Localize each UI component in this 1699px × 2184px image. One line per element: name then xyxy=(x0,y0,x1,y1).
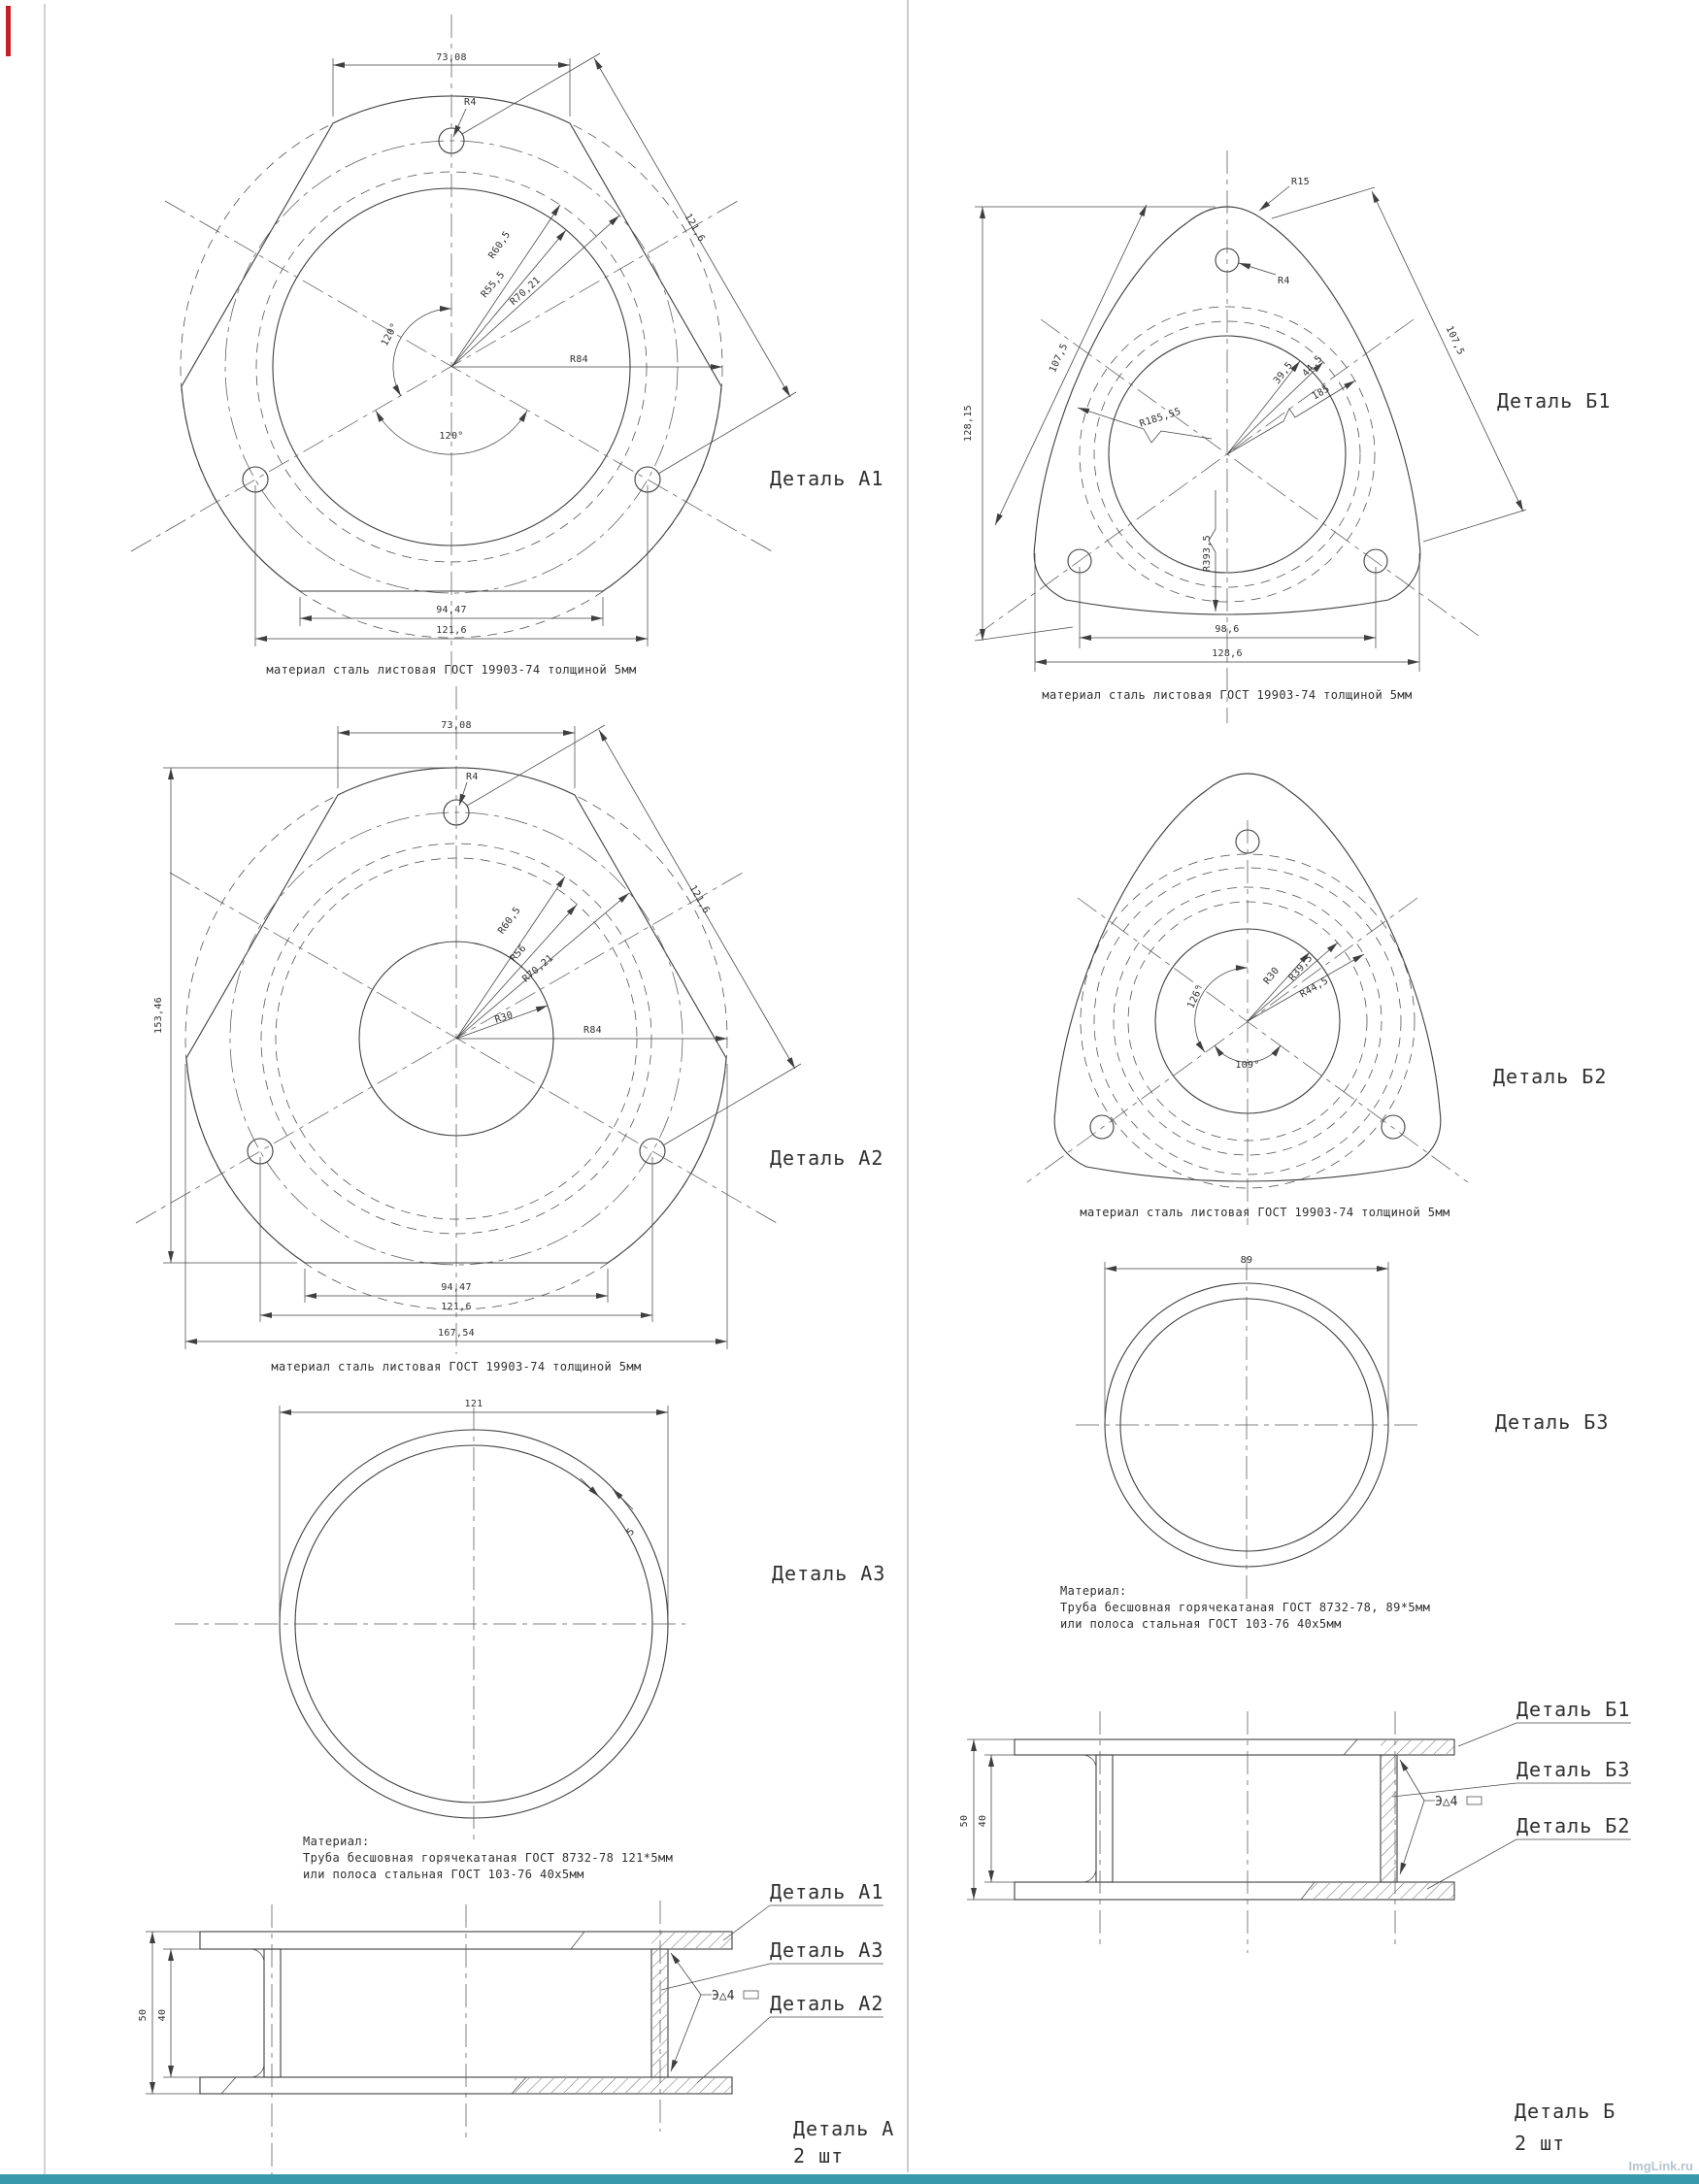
b1-corner-r-label: R15 xyxy=(1291,177,1310,187)
assembly-a-section xyxy=(138,1880,894,2180)
a2-bottom-inner-label: 94,47 xyxy=(441,1282,472,1293)
a3-wall-label: 5 xyxy=(624,1526,638,1539)
asm-b-weld-callout xyxy=(1400,1760,1482,1874)
a2-dim-top-label: 73,08 xyxy=(441,720,472,731)
b2-title: Деталь Б2 xyxy=(1493,1065,1608,1088)
a2-r1-label: R60,5 xyxy=(496,905,523,937)
a1-r3-label: R70,21 xyxy=(508,275,544,308)
a3-wall-dim xyxy=(581,1478,637,1538)
b2-hole-left xyxy=(1090,1115,1114,1139)
b1-bottom-inner-label: 98,6 xyxy=(1215,624,1240,635)
b2-angle-top-label: 126° xyxy=(1185,983,1207,1010)
asm-b-height-label: 50 xyxy=(959,1814,970,1828)
b1-left-height-label: 128,15 xyxy=(963,405,974,442)
asm-a-weld-callout xyxy=(671,1953,758,2071)
asm-b-callout-b3: Деталь Б3 xyxy=(1516,1758,1631,1781)
a2-radial-dims xyxy=(456,877,727,1039)
b1-bottom-outer-label: 128,6 xyxy=(1212,648,1243,659)
b1-left-height-dim xyxy=(963,207,1216,641)
asm-a-weld-symbol: Э△4 xyxy=(712,1989,735,2003)
a1-dim-top-label: 73,08 xyxy=(436,52,467,63)
a1-r2-label: R55,5 xyxy=(479,269,508,301)
asm-a-height-dims xyxy=(138,1932,200,2094)
a1-angle-left-label: 120° xyxy=(379,321,401,348)
a2-r-inner-label: R30 xyxy=(493,1009,515,1026)
asm-b-callout-b1: Деталь Б1 xyxy=(1516,1698,1631,1721)
a1-bottom-inner-label: 94,47 xyxy=(436,605,467,615)
asm-b-name: Деталь Б xyxy=(1515,2100,1616,2123)
asm-a-callout-a2: Деталь А2 xyxy=(770,1992,884,2015)
drawing-a3 xyxy=(175,1399,885,1881)
b1-left-diag-label: 107,5 xyxy=(1048,342,1071,375)
b1-corner-radius-callout xyxy=(1259,177,1310,211)
a3-material-line1: Материал: xyxy=(303,1835,370,1848)
asm-a-callout-a1: Деталь А1 xyxy=(770,1880,884,1903)
a2-height-label: 153,46 xyxy=(153,997,164,1034)
a3-material-line2: Труба бесшовная горячекатаная ГОСТ 8732-78 121*5мм xyxy=(303,1851,674,1865)
b1-diag-dims xyxy=(995,187,1526,542)
asm-a-name: Деталь А xyxy=(793,2117,895,2140)
b1-right-diag-label: 107,5 xyxy=(1443,324,1466,357)
drawing-a2 xyxy=(136,686,883,1373)
asm-a-qty: 2 шт xyxy=(793,2144,845,2167)
a1-bottom-outer-label: 121,6 xyxy=(436,625,467,636)
a3-outer-label: 121 xyxy=(464,1399,483,1409)
asm-a-height-label: 50 xyxy=(138,2008,149,2022)
asm-b-inner-height-label: 40 xyxy=(978,1814,988,1828)
asm-b-weld-box-symbol xyxy=(1467,1797,1482,1804)
a3-material-line3: или полоса стальная ГОСТ 103-76 40х5мм xyxy=(303,1868,584,1881)
watermark-text: ImgLink.ru xyxy=(1628,2159,1693,2173)
a1-angle-bottom-label: 120° xyxy=(439,431,464,442)
b1-hole-r-label: R4 xyxy=(1278,276,1290,286)
b1-edge-r-label: R185,55 xyxy=(1138,406,1183,430)
a1-hole-radius-callout xyxy=(453,97,477,137)
b1-radial-dims xyxy=(1078,353,1355,612)
asm-b-height-dims xyxy=(959,1739,1015,1900)
b3-material-line1: Материал: xyxy=(1060,1584,1127,1598)
asm-a-ring-wall-left xyxy=(264,1949,281,2077)
a3-title: Деталь А3 xyxy=(772,1562,886,1585)
a1-hole-r-label: R4 xyxy=(464,97,477,108)
asm-a-inner-height-label: 40 xyxy=(157,2008,168,2022)
b2-angle-bottom-label: 109° xyxy=(1235,1060,1260,1071)
b1-r2-label: 44,5 xyxy=(1300,353,1325,380)
b1-title: Деталь Б1 xyxy=(1497,389,1612,413)
b2-material-note: материал сталь листовая ГОСТ 19903-74 толщиной 5мм xyxy=(1080,1206,1450,1219)
asm-a-callout-a3: Деталь А3 xyxy=(770,1938,884,1962)
asm-a-callouts xyxy=(661,1880,883,2083)
b2-r-inner-label: R30 xyxy=(1261,965,1283,987)
b2-hole-right xyxy=(1382,1115,1405,1139)
drawing-b2 xyxy=(1027,774,1607,1225)
a1-diag-label: 121,6 xyxy=(682,212,707,245)
a2-bottom-outer-label: 167,54 xyxy=(438,1328,475,1339)
a2-title: Деталь А2 xyxy=(770,1146,884,1170)
b3-material-line2: Труба бесшовная горячекатаная ГОСТ 8732-78, 89*5мм xyxy=(1060,1601,1431,1614)
assembly-b-section xyxy=(959,1698,1631,2155)
b2-r2-label: R44,5 xyxy=(1298,976,1331,1001)
b1-hole-radius-callout xyxy=(1239,263,1290,286)
b2-r1-label: R39,5 xyxy=(1286,952,1316,984)
asm-b-ring-wall-left xyxy=(1096,1755,1113,1882)
a1-r1-label: R60,5 xyxy=(486,229,514,261)
a2-bottom-mid-label: 121,6 xyxy=(441,1302,472,1312)
a2-height-dim xyxy=(153,768,447,1263)
b1-material-note: материал сталь листовая ГОСТ 19903-74 толщиной 5мм xyxy=(1042,688,1413,702)
a2-r2-label: R56 xyxy=(508,943,529,965)
drawing-b3 xyxy=(1060,1255,1609,1631)
b1-r1-label: 39,5 xyxy=(1271,360,1296,386)
asm-b-callout-b2: Деталь Б2 xyxy=(1516,1814,1631,1837)
a1-r4-label: R84 xyxy=(570,354,588,365)
asm-b-qty: 2 шт xyxy=(1515,2132,1566,2155)
b1-bottom-r-label: R393,5 xyxy=(1202,535,1213,572)
asm-b-weld-symbol: Э△4 xyxy=(1435,1795,1458,1809)
b3-material-line3: или полоса стальная ГОСТ 103-76 40х5мм xyxy=(1060,1617,1342,1631)
a2-material-note: материал сталь листовая ГОСТ 19903-74 толщиной 5мм xyxy=(271,1360,642,1373)
drawing-a1 xyxy=(131,15,883,679)
asm-a-weld-box-symbol xyxy=(744,1991,758,1999)
a1-title: Деталь А1 xyxy=(770,467,884,490)
b3-outer-label: 89 xyxy=(1240,1255,1253,1266)
drawing-b1 xyxy=(963,150,1611,723)
a1-material-note: материал сталь листовая ГОСТ 19903-74 толщиной 5мм xyxy=(266,663,637,677)
a2-r3-label: R70,21 xyxy=(520,952,556,985)
a2-r4-label: R84 xyxy=(583,1025,602,1036)
a2-diag-label: 121,6 xyxy=(686,883,712,916)
scan-artifact-red xyxy=(6,6,11,56)
b3-title: Деталь Б3 xyxy=(1495,1410,1610,1434)
b1-r3-label: 185 xyxy=(1310,383,1332,403)
a2-hole-r-label: R4 xyxy=(466,772,479,782)
footer-watermark-bar xyxy=(0,2174,1699,2184)
asm-b-callouts xyxy=(1392,1698,1631,1889)
